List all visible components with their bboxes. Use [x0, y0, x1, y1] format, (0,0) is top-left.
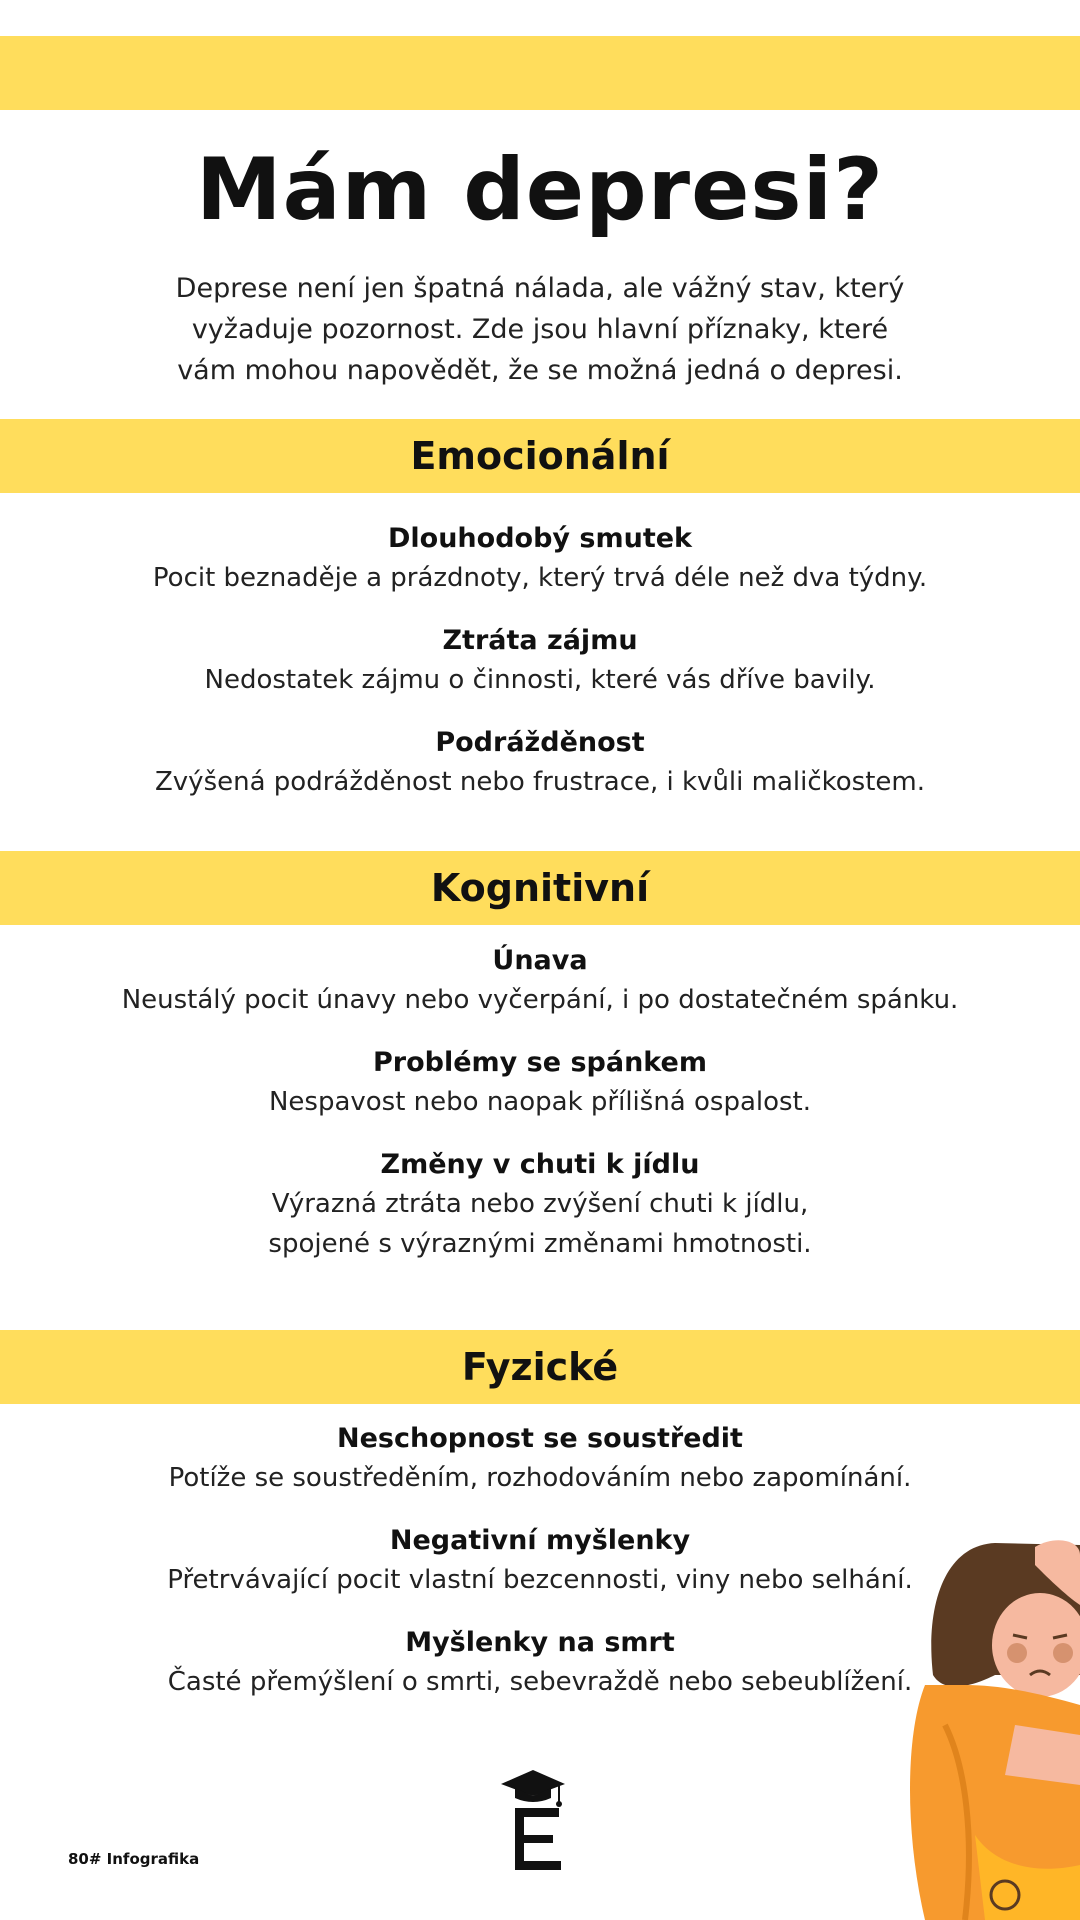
- item-title: Dlouhodobý smutek: [387, 523, 692, 554]
- section-heading-label: Kognitivní: [430, 866, 650, 910]
- intro-text: [150, 268, 930, 391]
- list-item: [0, 1420, 1080, 1498]
- list-item: [0, 622, 1080, 700]
- intro-line: vyžaduje pozornost. Zde jsou hlavní příznaky, které: [191, 314, 889, 345]
- footer-label: 80# Infografika: [68, 1850, 200, 1868]
- item-description: Potíže se soustředěním, rozhodováním nebo zapomínání.: [168, 1463, 912, 1493]
- item-title: Neschopnost se soustředit: [337, 1423, 743, 1454]
- list-item: [0, 942, 1080, 1020]
- section-heading-label: Emocionální: [410, 434, 670, 478]
- item-description: Pocit beznaděje a prázdnoty, který trvá déle než dva týdny.: [152, 563, 928, 593]
- item-description: Nedostatek zájmu o činnosti, které vás dříve bavily.: [204, 665, 876, 695]
- item-title: Myšlenky na smrt: [405, 1627, 675, 1658]
- item-description: Nespavost nebo naopak přílišná ospalost.: [268, 1087, 812, 1117]
- section-items-kognitivni: [0, 942, 1080, 1288]
- list-item: [0, 520, 1080, 598]
- section-heading-fyzicke: [0, 1330, 1080, 1404]
- section-heading-kognitivni: [0, 851, 1080, 925]
- item-description: Zvýšená podrážděnost nebo frustrace, i kvůli maličkostem.: [154, 767, 926, 797]
- item-description: spojené s výraznými změnami hmotnosti.: [268, 1229, 812, 1259]
- item-title: Ztráta zájmu: [442, 625, 638, 656]
- item-title: Změny v chuti k jídlu: [380, 1149, 700, 1180]
- page-title: Mám depresi?: [196, 140, 884, 240]
- list-item: [0, 724, 1080, 802]
- item-title: Únava: [492, 945, 588, 976]
- section-heading-emocionalni: [0, 419, 1080, 493]
- list-item: [0, 1146, 1080, 1264]
- intro-line: vám mohou napovědět, že se možná jedná o depresi.: [177, 355, 903, 386]
- item-description: Neustálý pocit únavy nebo vyčerpání, i po dostatečném spánku.: [121, 985, 959, 1015]
- item-description: Časté přemýšlení o smrti, sebevraždě nebo sebeublížení.: [167, 1667, 913, 1697]
- item-description: Výrazná ztráta nebo zvýšení chuti k jídlu,: [271, 1189, 809, 1219]
- sad-girl-illustration-icon: [905, 1535, 1080, 1920]
- section-heading-label: Fyzické: [461, 1345, 619, 1389]
- item-description: Přetrvávající pocit vlastní bezcennosti, viny nebo selhání.: [167, 1565, 913, 1595]
- item-title: Podrážděnost: [435, 727, 645, 758]
- graduation-cap-e-logo-icon: [493, 1768, 569, 1874]
- item-title: Negativní myšlenky: [389, 1525, 691, 1556]
- list-item: [0, 1044, 1080, 1122]
- item-title: Problémy se spánkem: [373, 1047, 707, 1078]
- section-items-emocionalni: [0, 520, 1080, 826]
- top-band: [0, 36, 1080, 110]
- intro-line: Deprese není jen špatná nálada, ale vážný stav, který: [175, 273, 905, 304]
